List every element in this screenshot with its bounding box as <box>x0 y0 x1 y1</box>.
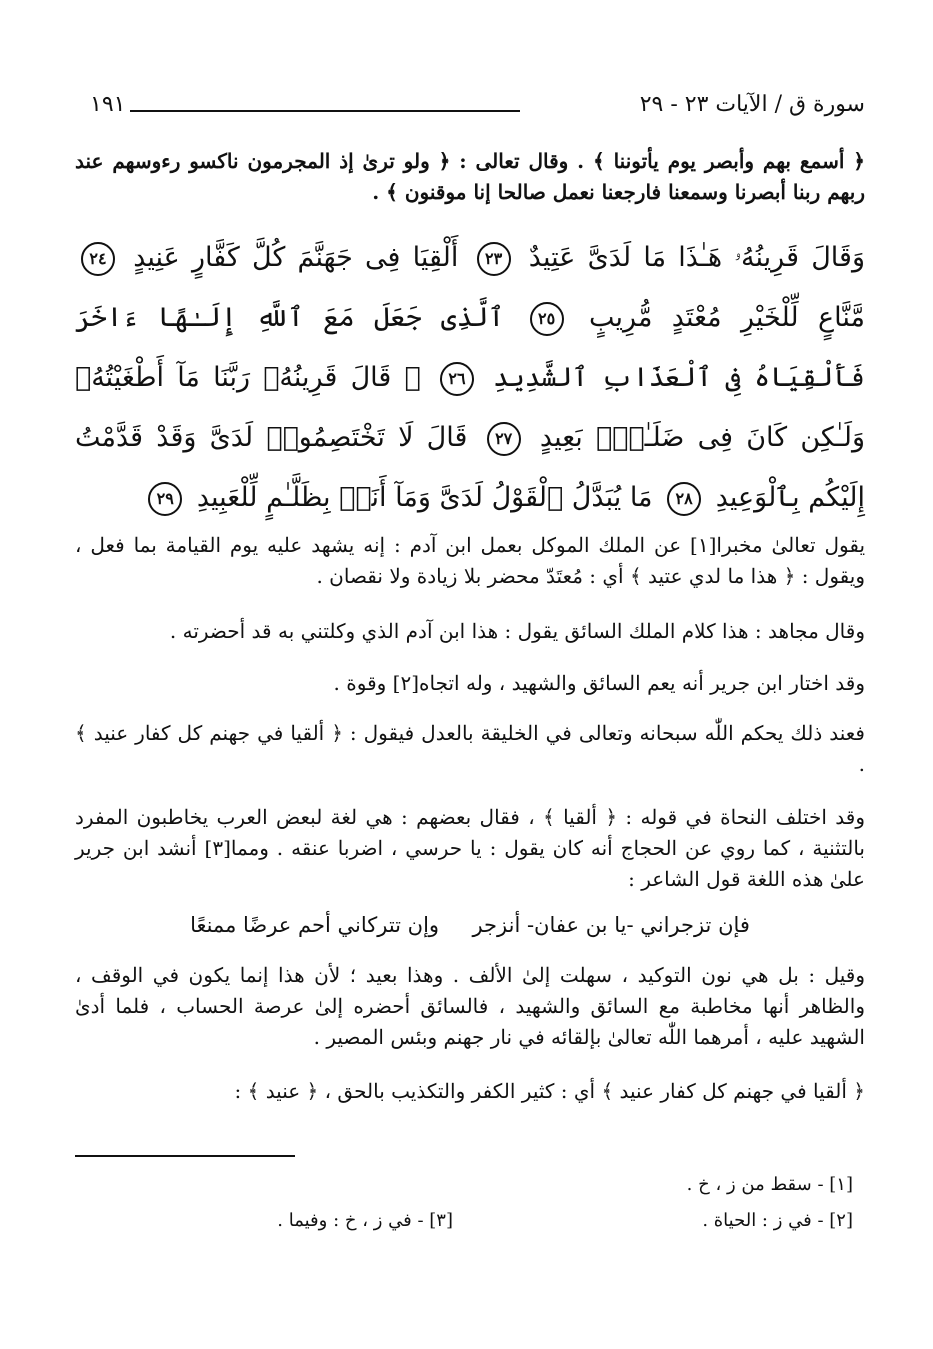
quran-verse <box>142 482 652 513</box>
verse-number-medallion: ٢٧ <box>487 422 521 456</box>
verse-number-medallion: ٢٦ <box>440 362 474 396</box>
verse-number-medallion: ٢٣ <box>477 242 511 276</box>
verse-number-medallion: ٢٩ <box>148 482 182 516</box>
paragraph-6: وقيل : بل هي نون التوكيد ، سهلت إلىٰ الألف . وهذا بعيد ؛ لأن هذا إنما يكون في الوقف ، والظاهر أنها مخاطبة مع السائق والشهيد ، فالسائق أحضره إلىٰ عرصة الحساب ، فلما أدىٰ الشهيد عليه ، أمرهما اللّٰه تعالىٰ بإلقائه في نار جهنم وبئس المصير . <box>75 963 865 1049</box>
quran-verse <box>504 302 865 333</box>
quran-verse-text: مَّنَّاعٍ لِّلْخَيْرِ مُعْتَدٍ مُّرِيبٍ <box>569 302 865 333</box>
paragraph-1: يقول تعالىٰ مخبرا[١] عن الملك الموكل بعمل ابن آدم : إنه يشهد عليه يوم القيامة بما فعل ، ويقول : ﴿ هذا ما لدي عتيد ﴾ أي : مُعتَدّ محضر بلا زيادة ولا نقصان . <box>75 533 866 588</box>
running-title: سورة ق / الآيات ٢٣ - ٢٩ <box>639 92 865 117</box>
footnote-rule <box>75 1155 295 1157</box>
quran-verse-text: ٱلَّذِى جَعَلَ مَعَ ٱللَّهِ إِلَـٰهًا ءَاخَرَ فَأَلْقِيَاهُ فِى ٱلْعَذَابِ ٱلشَّدِيدِ <box>75 302 865 393</box>
paragraph-7: ﴿ ألقيا في جهنم كل كفار عنيد ﴾ أي : كثير الكفر والتكذيب بالحق ، ﴿ عنيد ﴾ : <box>234 1079 865 1103</box>
verse-number-medallion: ٢٤ <box>81 242 115 276</box>
paragraph-2: وقال مجاهد : هذا كلام الملك السائق يقول : هذا ابن آدم الذي وكلتني به قد أحضرته . <box>169 619 865 643</box>
intro-paragraph: ﴿ أسمع بهم وأبصر يوم يأتوننا ﴾ . وقال تعالى : ﴿ ولو ترىٰ إذ المجرمون ناكسو رءوسهم عند ربهم ربنا أبصرنا وسمعنا فارجعنا نعمل صالحا إنا موقنون ﴾ . <box>75 149 865 204</box>
quran-verse-text: أَلْقِيَا فِى جَهَنَّمَ كُلَّ كَفَّارٍ عَنِيدٍ <box>121 242 459 273</box>
verse-number-medallion: ٢٥ <box>530 302 564 336</box>
quran-verses <box>75 228 865 528</box>
verse-number-medallion: ٢٨ <box>667 482 701 516</box>
footnote-1: [١] - سقط من ز ، خ . <box>686 1174 853 1195</box>
page-number: ١٩١ <box>90 92 126 117</box>
quran-verse-text: مَا يُبَدَّلُ ٱلْقَوْلُ لَدَىَّ وَمَآ أَنَا۠ بِظَلَّـٰمٍ لِّلْعَبِيدِ <box>188 482 653 513</box>
quran-verse <box>75 242 458 273</box>
quran-verse <box>458 242 865 273</box>
footnote-3: [٣] - في ز ، خ : وفيما . <box>277 1210 453 1231</box>
poetry-line: فإن تزجراني -يا بن عفان- أنزجر وإن تتركاني أحم عرضًا ممنعًا <box>190 913 750 937</box>
quran-block <box>75 228 865 528</box>
paragraph-5: وقد اختلف النحاة في قوله : ﴿ ألقيا ﴾ ، فقال بعضهم : هي لغة لبعض العرب يخاطبون المفرد بالتثنية ، كما روي عن الحجاج أنه كان يقول : يا حرسي ، اضربا عنقه . ومما[٣] أنشد ابن جرير علىٰ هذه اللغة قول الشاعر : <box>75 805 865 891</box>
paragraph-3: وقد اختار ابن جرير أنه يعم السائق والشهيد ، وله اتجاه[٢] وقوة . <box>333 671 865 695</box>
header-rule <box>130 110 520 112</box>
paragraph-4: فعند ذلك يحكم اللّٰه سبحانه وتعالى في الخليقة بالعدل فيقول : ﴿ ألقيا في جهنم كل كفار عنيد ﴾ . <box>75 721 865 776</box>
footnote-2: [٢] - في ز : الحياة . <box>702 1210 853 1231</box>
quran-verse-text: قَالَ لَا تَخْتَصِمُوا۟ لَدَىَّ وَقَدْ قَدَّمْتُ إِلَيْكُم بِٱلْوَعِيدِ <box>75 422 865 513</box>
page-header <box>75 88 865 128</box>
quran-verse-text: وَقَالَ قَرِينُهُۥ هَـٰذَا مَا لَدَىَّ عَتِيدٌ <box>516 242 865 273</box>
quran-verse-text: ۞ قَالَ قَرِينُهُۥ رَبَّنَا مَآ أَطْغَيْتُهُۥ وَلَـٰكِن كَانَ فِى ضَلَـٰلٍۭ بَعِيدٍ <box>75 362 865 453</box>
